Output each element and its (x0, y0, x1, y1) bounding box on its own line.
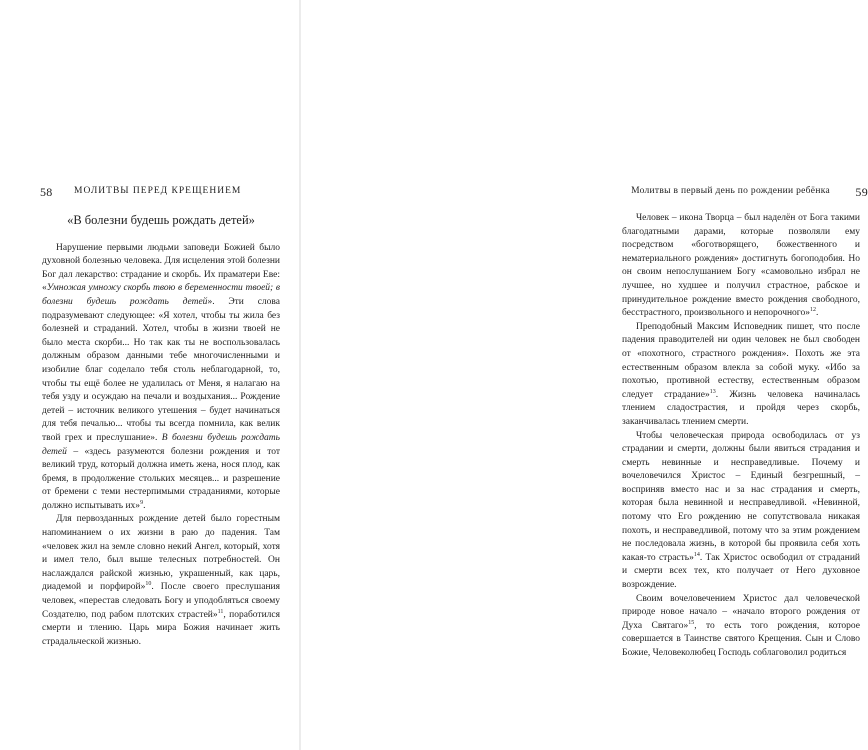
text-run: , поработился смерти и тлению. Царь мира Божия начинает жить страдальческой жизнью. (42, 609, 280, 647)
italic-quote: Умножая умножу скорбь твою в беременности твоей; в болезни будешь рождать детей (42, 283, 280, 307)
left-running-header (40, 186, 280, 202)
text-run: , то есть того рождения, которое совершается в Таинстве святого Крещения. Сын и Слово Божие, Человеколюбец Господь соблаговолил родиться (622, 620, 860, 658)
page-number: 58 (40, 185, 53, 199)
left-page (0, 0, 300, 750)
footnote-ref: 9 (140, 499, 144, 506)
text-run: Нарушение первыми людьми заповеди Божией было духовной болезнью человека. Для исцеления этой болезни Бог дал лекарство: страдание и скорбь. Их праматери Еве: « (42, 242, 280, 294)
text-run: ». Эти слова подразумевают следующее: «Я хотел, чтобы ты жила без болезней и страданий. Хотел, чтобы в жизни твоей не было места скорби... Но так как ты не воспользовалась должным образом данными тебе многочисленными и изобилие благ соделало тебя столь неблагодарной, то, чтобы ты ещё более не удалилась от Меня, я налагаю на тебя узду и осуждаю на печали и воздыхания... Рождение детей – источник великого утешения – будет начинаться для тебя печалью... чтобы ты всегда помнила, как велик твой грех и преслушание». (42, 296, 280, 443)
text-run: . Так Христос освободил от страданий и смерти всех тех, кто получает от Него духовное возрождение. (622, 552, 860, 591)
footnote-ref: 15 (688, 619, 695, 626)
left-text-column (42, 212, 280, 649)
italic-quote: В болезни будешь рождать детей (42, 432, 280, 457)
text-run: Человек – икона Творца – был наделён от Бога такими благодатными дарами, которые позволяли ему посредством «боготворящего, божественного и нематериального рождения» достигнуть богоподобия. Но он своим непослушанием Богу «самовольно избрал не лучшее, но худшее и получил страстное, рабское и принудительное рождение вместо рождения свободного, бесстрастного, произвольного и непорочного» (622, 213, 860, 319)
text-run: Для первозданных рождение детей было горестным напоминанием о их жизни в раю до падения. Там «человек жил на земле словно некий Ангел, который, хотя и имел тело, был выше телесных потребностей. Он наслаждался райской жизнью, украшенный, как царь, диадемой и порфирой» (42, 514, 280, 593)
paragraph (622, 593, 860, 661)
text-run: . (143, 500, 146, 511)
paragraph (622, 212, 860, 321)
footnote-ref: 11 (217, 608, 224, 615)
text-run: Преподобный Максим Исповедник пишет, что после падения праводителей ни один человек не был свободен от «похотного, страстного рождения». Похоть же эта естественным образом влекла за собой муку. «Ибо за похотью, противной естеству, естественным образом следует страдание» (622, 321, 860, 400)
section-title: «В болезни будешь рождать детей» (67, 213, 255, 227)
text-run: . Жизнь человека начиналась тлением сладострастия, и пройдя через скорбь, заканчивалась тлением смерти. (622, 389, 860, 427)
footnote-ref: 12 (809, 307, 816, 313)
text-run: . (815, 308, 819, 319)
page-number: 59 (855, 185, 868, 199)
paragraph (622, 430, 860, 593)
paragraph (622, 321, 860, 430)
text-run: Своим вочеловечением Христос дал человеческой природе новое начало – «начало второго рождения от Духа Святаго» (622, 593, 860, 631)
right-page (300, 0, 868, 750)
footnote-ref: 14 (693, 551, 700, 558)
text-run: . После своего преслушания человек, «перестав следовать Богу и уподобляться своему Создателю, под рабом плотских страстей» (42, 582, 280, 620)
right-text-column (622, 212, 860, 661)
paragraph (42, 242, 280, 514)
running-title: МОЛИТВЫ ПЕРЕД КРЕЩЕНИЕМ (74, 186, 242, 196)
running-title: Молитвы в первый день по рождении ребёнка (631, 186, 830, 196)
text-run: Чтобы человеческая природа освободилась от уз страдании и смерти, должны были явиться страдания и смерть невинные и несправедливые. Почему и вочеловечился Христос – Единый безгрешный, – восприняв вместо нас и за нас страдания и смерть, которая была невинной и несправедливой. «Невинной, потому что Его рождению не сопутствовала никакая похоть, и несправедливой, потому что за этим рождением не последовала жизнь, в которой бы проявила себя хоть какая-то страсть» (622, 430, 860, 563)
text-run: – «здесь разумеются болезни рождения и тот великий труд, который должна иметь жена, нося плод, как бремя, в продолжение стольких месяцев... и разрешение от бремени с теми нестерпимыми страданиями, которые должно испытывать их» (42, 446, 280, 511)
footnote-ref: 10 (145, 581, 152, 588)
paragraph (42, 513, 280, 649)
footnote-ref: 13 (709, 388, 716, 395)
right-running-header (620, 186, 868, 202)
